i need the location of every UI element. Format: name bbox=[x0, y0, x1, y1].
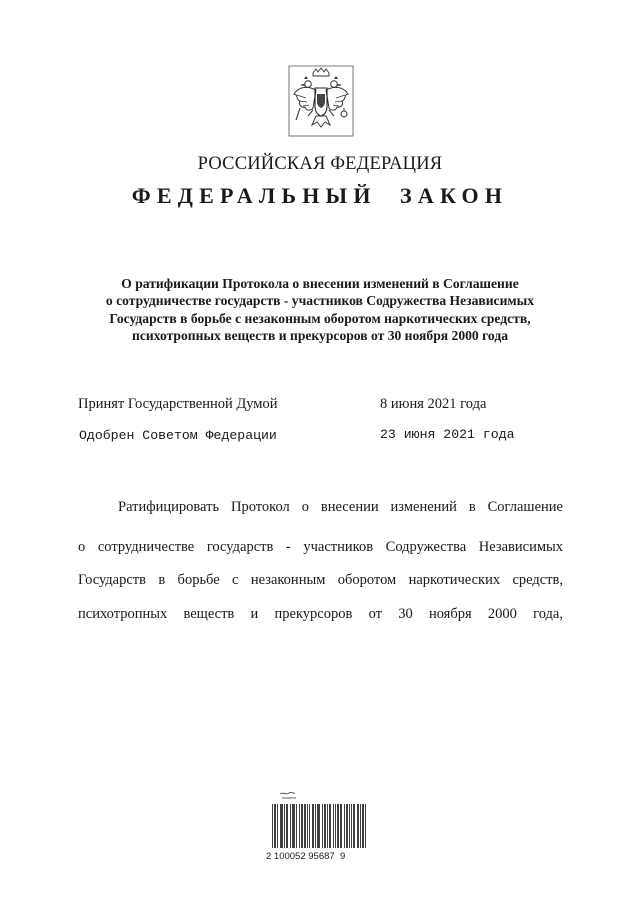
barcode bbox=[268, 790, 370, 850]
barcode-bar bbox=[272, 804, 273, 848]
barcode-bar bbox=[282, 804, 283, 848]
barcode-bar bbox=[325, 804, 326, 848]
barcode-bar bbox=[286, 804, 287, 848]
barcode-bar bbox=[313, 804, 314, 848]
barcode-bar bbox=[351, 804, 352, 848]
barcode-bar bbox=[341, 804, 342, 848]
barcode-bar bbox=[299, 804, 300, 848]
barcode-bar bbox=[324, 804, 325, 848]
council-approval-date: 23 июня 2021 года bbox=[380, 427, 515, 442]
barcode-bar bbox=[340, 804, 341, 848]
barcode-bar bbox=[338, 804, 339, 848]
barcode-bar bbox=[357, 804, 358, 848]
barcode-bar bbox=[312, 804, 313, 848]
barcode-bar bbox=[337, 804, 338, 848]
body-text-line: психотропных веществ и прекурсоров от 30 ноября 2000 года, bbox=[78, 606, 563, 622]
barcode-bar bbox=[318, 804, 319, 848]
barcode-bar bbox=[333, 804, 334, 848]
document-type-heading: ФЕДЕРАЛЬНЫЙ ЗАКОН bbox=[131, 183, 509, 208]
barcode-bar bbox=[347, 804, 348, 848]
barcode-bar bbox=[275, 804, 276, 848]
barcode-bar bbox=[365, 804, 366, 848]
barcode-bar bbox=[293, 804, 294, 848]
barcode-bar bbox=[349, 804, 350, 848]
barcode-number: 2 100052 95687 9 bbox=[266, 851, 346, 862]
barcode-bar bbox=[281, 804, 282, 848]
barcode-bar bbox=[330, 804, 331, 848]
law-title-line: психотропных веществ и прекурсоров от 30 ноября 2000 года bbox=[131, 327, 509, 343]
body-text-line: Ратифицировать Протокол о внесении изменений в Соглашение bbox=[118, 499, 563, 515]
signature-mark bbox=[280, 792, 296, 798]
barcode-bar bbox=[317, 804, 318, 848]
barcode-bar bbox=[319, 804, 320, 848]
barcode-bar bbox=[307, 804, 308, 848]
barcode-bar bbox=[277, 804, 278, 848]
barcode-bar bbox=[274, 804, 275, 848]
barcode-bar bbox=[302, 804, 303, 848]
duma-adoption-date: 8 июня 2021 года bbox=[380, 396, 487, 412]
barcode-bar bbox=[305, 804, 306, 848]
duma-adoption-label: Принят Государственной Думой bbox=[78, 396, 278, 412]
council-approval-label: Одобрен Советом Федерации bbox=[79, 428, 277, 443]
barcode-bar bbox=[322, 804, 323, 848]
barcode-bar bbox=[363, 804, 364, 848]
barcode-bar bbox=[327, 804, 328, 848]
barcode-bar bbox=[309, 804, 310, 848]
barcode-bar bbox=[290, 804, 291, 848]
barcode-bar bbox=[360, 804, 361, 848]
barcode-bar bbox=[315, 804, 316, 848]
barcode-bar bbox=[344, 804, 345, 848]
barcode-bar bbox=[287, 804, 288, 848]
barcode-bar bbox=[304, 804, 305, 848]
law-title-line: О ратификации Протокола о внесении изменений в Соглашение bbox=[121, 276, 519, 291]
body-text-line: о сотрудничестве государств - участников Содружества Независимых bbox=[78, 539, 563, 555]
barcode-bar bbox=[362, 804, 363, 848]
barcode-bar bbox=[346, 804, 347, 848]
barcode-bar bbox=[329, 804, 330, 848]
barcode-bar bbox=[296, 804, 297, 848]
body-text-line: Государств в борьбе с незаконным оборотом наркотических средств, bbox=[78, 572, 563, 588]
barcode-bar bbox=[335, 804, 336, 848]
barcode-bar bbox=[353, 804, 354, 848]
country-name: РОССИЙСКАЯ ФЕДЕРАЦИЯ bbox=[197, 154, 443, 174]
barcode-bar bbox=[354, 804, 355, 848]
law-title-line: Государств в борьбе с незаконным оборотом наркотических средств, bbox=[109, 310, 531, 326]
barcode-bar bbox=[294, 804, 295, 848]
barcode-bar bbox=[301, 804, 302, 848]
law-title-line: о сотрудничестве государств - участников Содружества Независимых bbox=[105, 293, 535, 309]
state-emblem-icon bbox=[286, 64, 356, 138]
barcode-bar bbox=[358, 804, 359, 848]
barcode-bar bbox=[284, 804, 285, 848]
barcode-bar bbox=[292, 804, 293, 848]
barcode-bar bbox=[280, 804, 281, 848]
law-title bbox=[60, 275, 580, 344]
